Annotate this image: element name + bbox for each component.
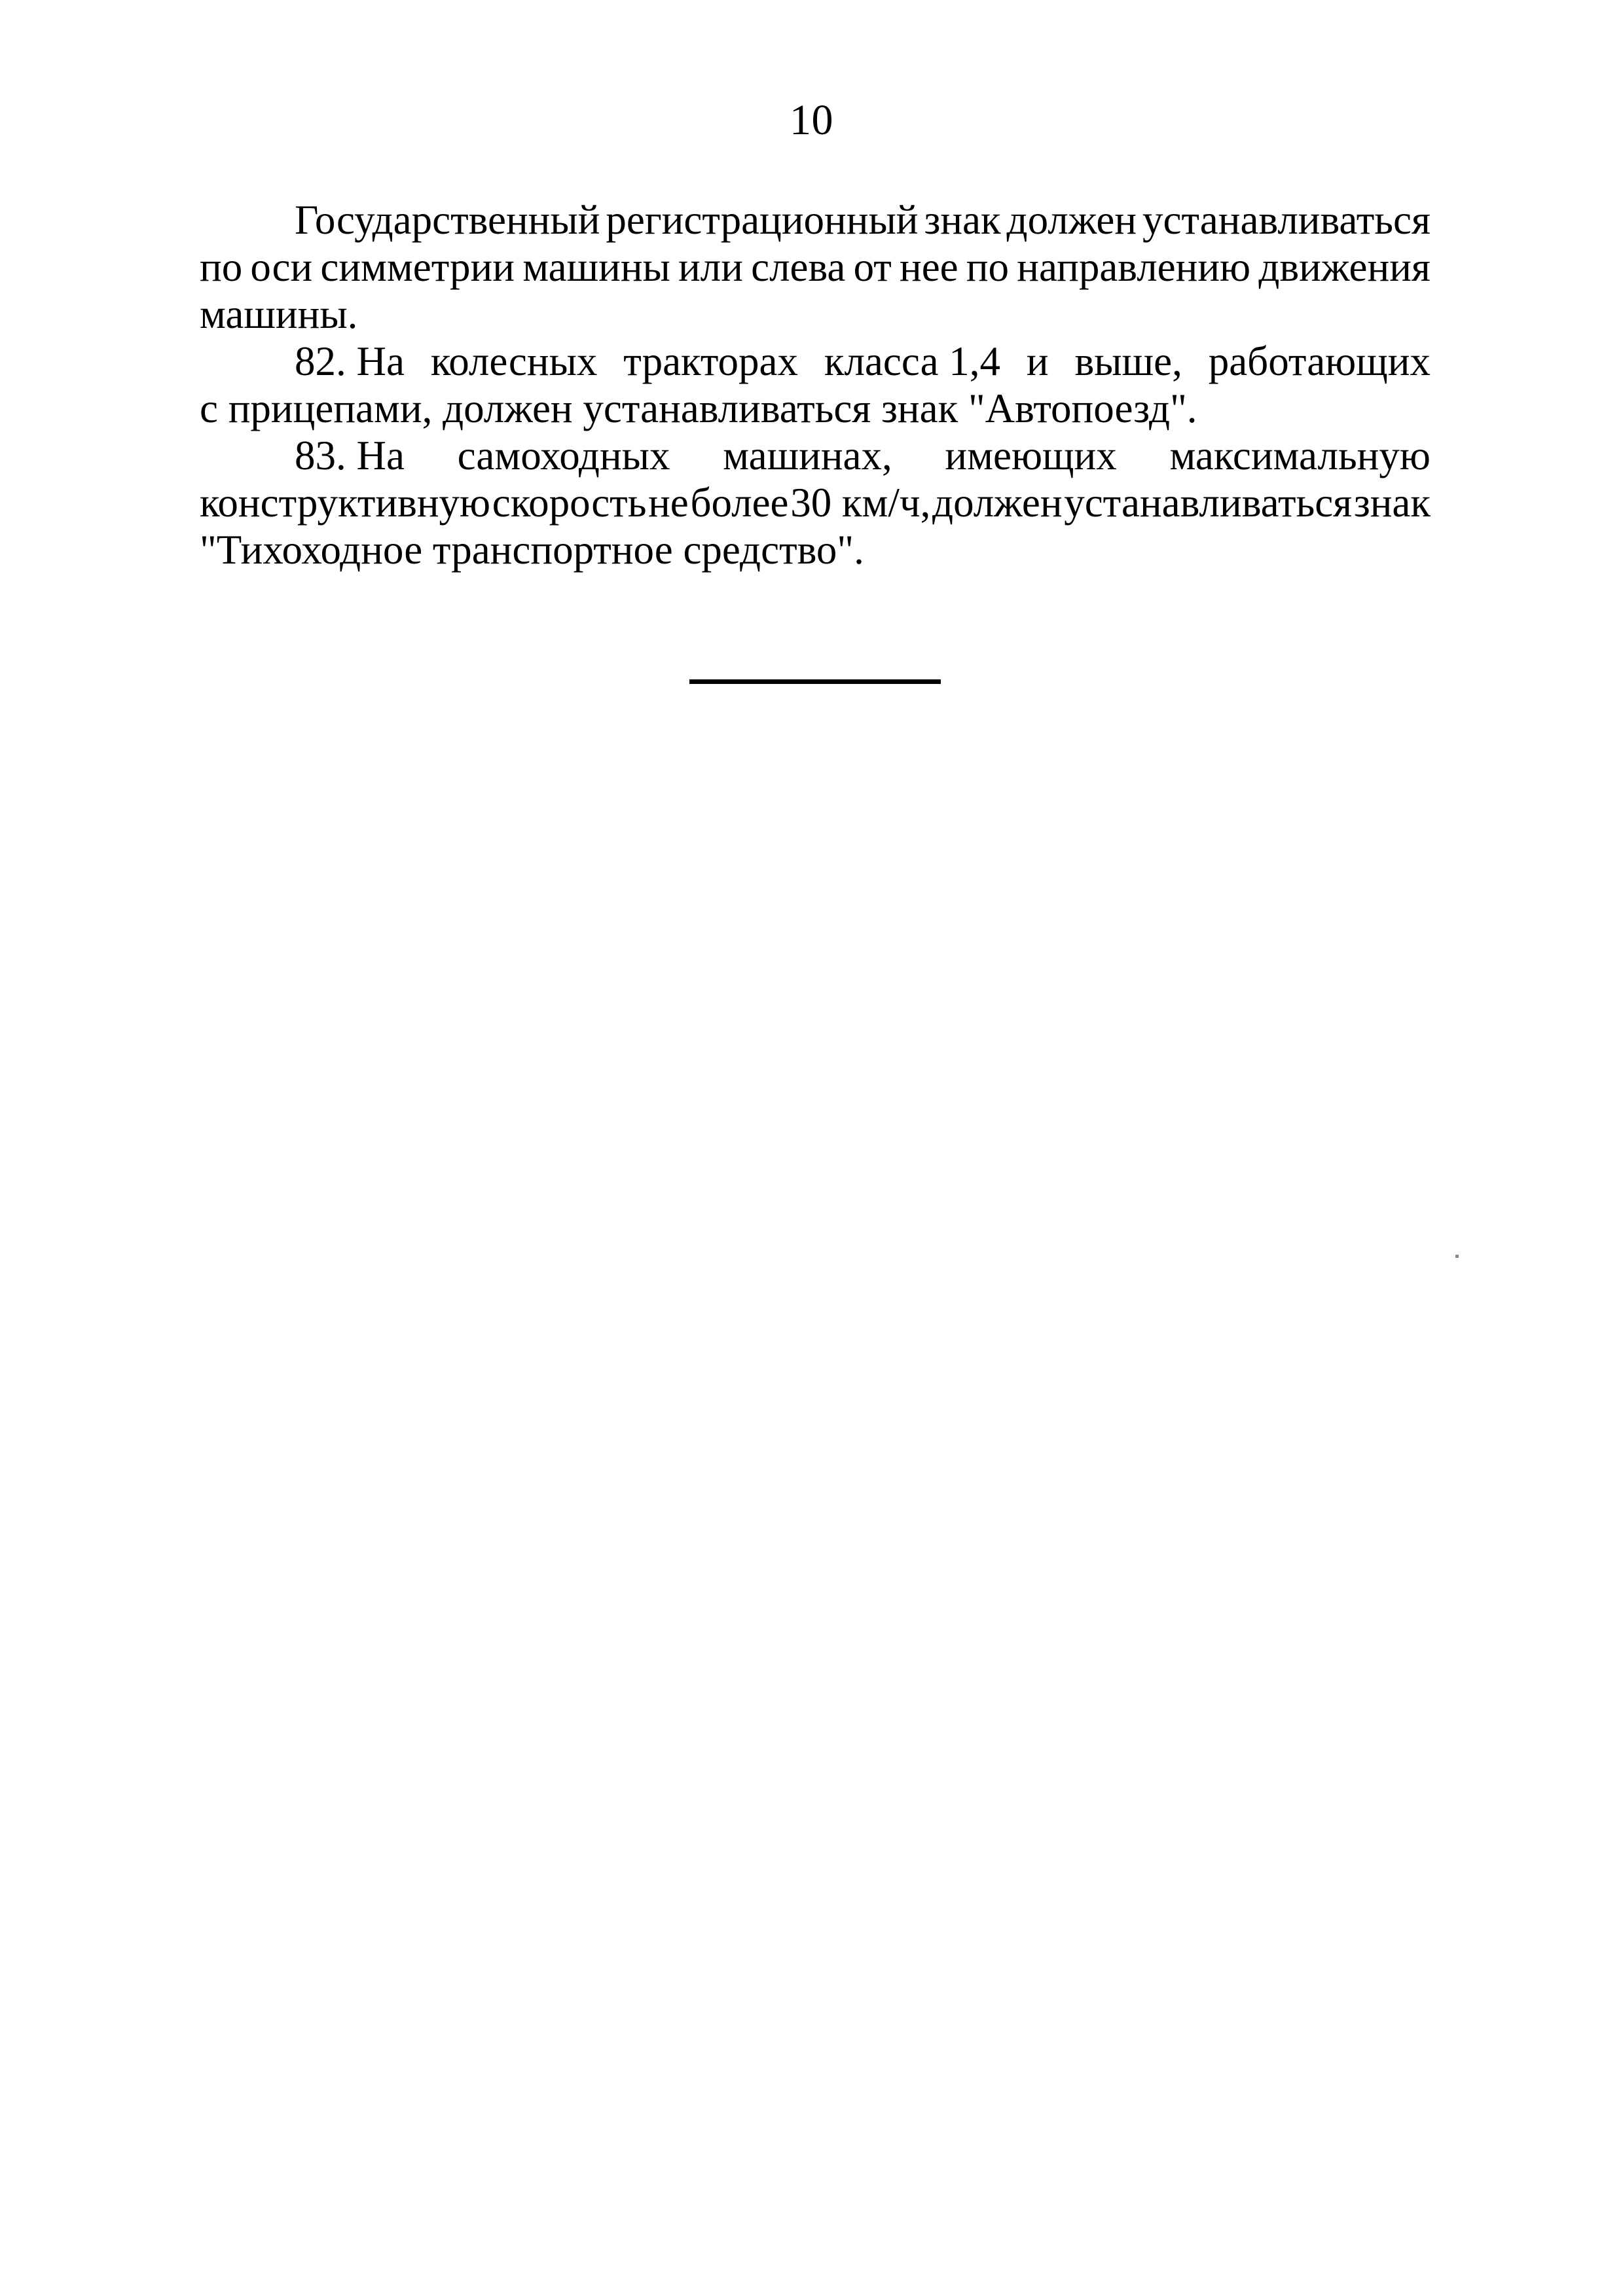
word: знак bbox=[924, 197, 1001, 243]
text-line: с прицепами, должен устанавливаться знак "Автопоезд". bbox=[200, 386, 1197, 431]
word: нее bbox=[900, 244, 958, 290]
word: направлению bbox=[1017, 244, 1251, 290]
word: максимальную bbox=[1169, 433, 1431, 478]
text-line: "Тихоходное транспортное средство". bbox=[200, 527, 864, 573]
word: регистрационный bbox=[606, 197, 919, 243]
page-number: 10 bbox=[790, 96, 833, 144]
body-text-block bbox=[200, 196, 1431, 573]
word: выше, bbox=[1074, 338, 1182, 384]
word: не bbox=[648, 480, 689, 526]
section-separator-rule bbox=[689, 679, 941, 684]
word: от bbox=[853, 244, 892, 290]
text-line bbox=[200, 479, 1431, 526]
word: более bbox=[690, 480, 789, 526]
word: устанавливаться bbox=[1064, 480, 1353, 526]
word: самоходных bbox=[457, 433, 670, 478]
word: Государственный bbox=[295, 197, 600, 243]
word: имеющих bbox=[945, 433, 1117, 478]
paragraph-83 bbox=[200, 432, 1431, 573]
word: слева bbox=[751, 244, 846, 290]
word: или bbox=[678, 244, 743, 290]
word: тракторах bbox=[623, 338, 798, 384]
word: по bbox=[966, 244, 1010, 290]
word: 83. На bbox=[295, 433, 405, 478]
word: работающих bbox=[1208, 338, 1431, 384]
word: конструктивную bbox=[200, 480, 491, 526]
text-line bbox=[295, 338, 1431, 385]
word: знак bbox=[1353, 480, 1431, 526]
word: по bbox=[200, 244, 243, 290]
text-line bbox=[200, 243, 1431, 291]
paragraph-continuation bbox=[200, 196, 1431, 338]
word: симметрии bbox=[320, 244, 515, 290]
text-line bbox=[295, 432, 1431, 479]
word: должен bbox=[932, 480, 1063, 526]
word: 82. На bbox=[295, 338, 405, 384]
text-line bbox=[295, 196, 1431, 243]
word: движения bbox=[1258, 244, 1431, 290]
paragraph-82 bbox=[200, 338, 1431, 432]
word: колесных bbox=[430, 338, 598, 384]
text-line: машины. bbox=[200, 291, 358, 337]
word: скорость bbox=[492, 480, 647, 526]
word: должен bbox=[1006, 197, 1137, 243]
word: машинах, bbox=[723, 433, 892, 478]
word: оси bbox=[250, 244, 313, 290]
word: устанавливаться bbox=[1142, 197, 1431, 243]
scan-artifact-speck bbox=[1455, 1255, 1459, 1258]
word: 30 км/ч, bbox=[790, 480, 931, 526]
word: класса 1,4 bbox=[824, 338, 1001, 384]
word: и bbox=[1026, 338, 1049, 384]
word: машины bbox=[522, 244, 670, 290]
